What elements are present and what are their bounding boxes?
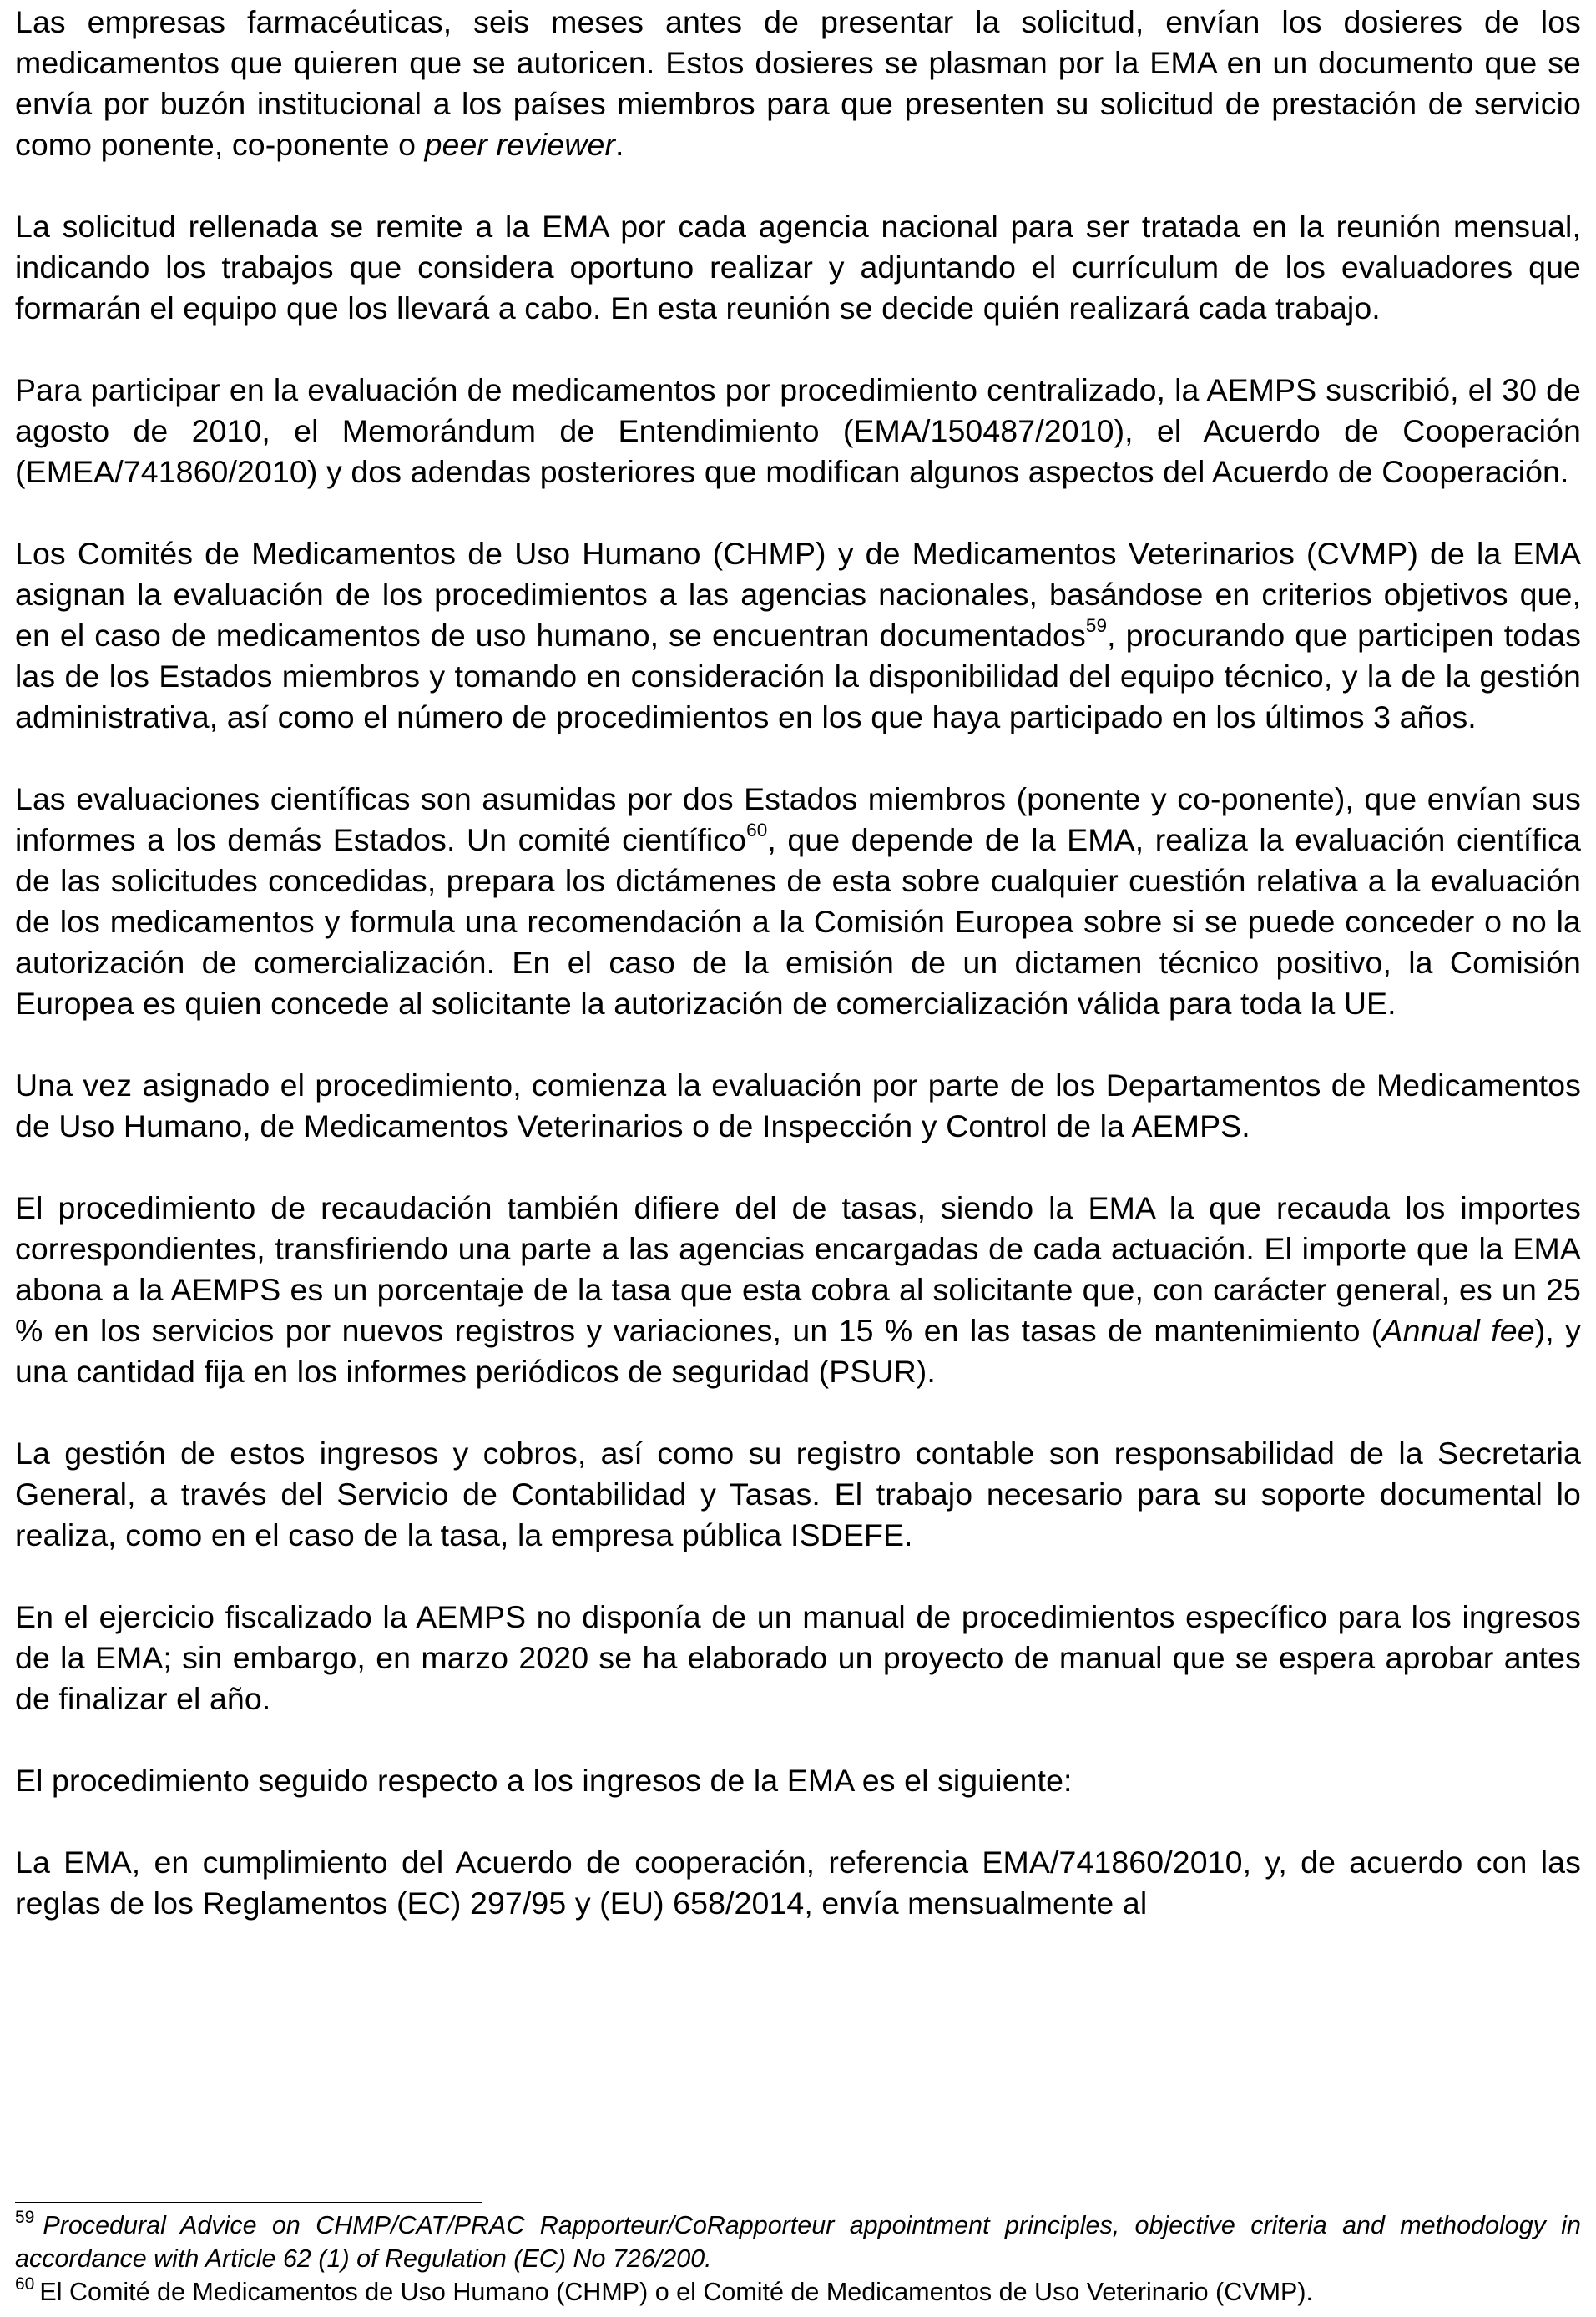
paragraph-manual xyxy=(15,1597,1581,1719)
footnote-59 xyxy=(15,2208,1581,2275)
paragraph-text: Las evaluaciones científicas son asumidas por dos Estados miembros (ponente y co-ponente), que envían sus informes a los demás Estados. Un comité científico xyxy=(15,781,1581,857)
footnote-60 xyxy=(15,2275,1581,2309)
italic-term: Annual fee xyxy=(1381,1313,1535,1348)
footnote-number: 60 xyxy=(15,2274,35,2294)
paragraph-scientific-evaluations xyxy=(15,779,1581,1024)
paragraph-ema-cooperation xyxy=(15,1842,1581,1924)
paragraph-committees xyxy=(15,533,1581,738)
footnote-text: Procedural Advice on CHMP/CAT/PRAC Rapporteur/CoRapporteur appointment principles, objective criteria and methodology in accordance with Article 62 (1) of Regulation (EC) No 726/200. xyxy=(15,2211,1581,2273)
paragraph-text: En el ejercicio fiscalizado la AEMPS no disponía de un manual de procedimientos específico para los ingresos de la EMA; sin embargo, en marzo 2020 se ha elaborado un proyecto de manual que se espera aprobar antes de finalizar el año. xyxy=(15,1599,1581,1716)
paragraph-dossiers xyxy=(15,2,1581,165)
paragraph-text: ), y una cantidad fija en los informes periódicos de seguridad (PSUR). xyxy=(15,1313,1581,1389)
paragraph-assignment xyxy=(15,1065,1581,1147)
italic-term: peer reviewer xyxy=(424,127,616,162)
footnote-reference-59[interactable]: 59 xyxy=(1085,615,1108,637)
footnote-reference-60[interactable]: 60 xyxy=(746,820,768,841)
footnotes xyxy=(15,2208,1581,2309)
paragraph-text: Las empresas farmacéuticas, seis meses antes de presentar la solicitud, envían los dosieres de los medicamentos que quieren que se autoricen. Estos dosieres se plasman por la EMA en un documento que se envía por buzón institucional a los países miembros para que presenten su solicitud de prestación de servicio como ponente, co-ponente o xyxy=(15,4,1581,162)
paragraph-text: . xyxy=(615,127,624,162)
paragraph-text: La gestión de estos ingresos y cobros, así como su registro contable son responsabilidad de la Secretaria General, a través del Servicio de Contabilidad y Tasas. El trabajo necesario para su soporte documental lo realiza, como en el caso de la tasa, la empresa pública ISDEFE. xyxy=(15,1436,1581,1552)
paragraph-text: , que depende de la EMA, realiza la evaluación científica de las solicitudes concedidas, prepara los dictámenes de esta sobre cualquier cuestión relativa a la evaluación de los medicamentos y formula una recomendación a la Comisión Europea sobre si se puede conceder o no la autorización de comercialización. En el caso de la emisión de un dictamen técnico positivo, la Comisión Europea es quien concede al solicitante la autorización de comercialización válida para toda la UE. xyxy=(15,822,1581,1021)
paragraph-text: Una vez asignado el procedimiento, comienza la evaluación por parte de los Departamentos de Medicamentos de Uso Humano, de Medicamentos Veterinarios o de Inspección y Control de la AEMPS. xyxy=(15,1068,1581,1143)
paragraph-text: Para participar en la evaluación de medicamentos por procedimiento centralizado, la AEMPS suscribió, el 30 de agosto de 2010, el Memorándum de Entendimiento (EMA/150487/2010), el Acuerdo de Cooperación (EMEA/741860/2010) y dos adendas posteriores que modifican algunos aspectos del Acuerdo de Cooperación. xyxy=(15,372,1581,489)
body-text xyxy=(15,2,1581,1924)
paragraph-text: La EMA, en cumplimiento del Acuerdo de cooperación, referencia EMA/741860/2010, y, de acuerdo con las reglas de los Reglamentos (EC) 297/95 y (EU) 658/2014, envía mensualmente al xyxy=(15,1845,1581,1921)
paragraph-text: El procedimiento de recaudación también difiere del de tasas, siendo la EMA la que recauda los importes correspondientes, transfiriendo una parte a las agencias encargadas de cada actuación. El importe que la EMA abona a la AEMPS es un porcentaje de la tasa que esta cobra al solicitante que, con carácter general, es un 25 % en los servicios por nuevos registros y variaciones, un 15 % en las tasas de mantenimiento ( xyxy=(15,1190,1581,1348)
paragraph-text: La solicitud rellenada se remite a la EMA por cada agencia nacional para ser tratada en la reunión mensual, indicando los trabajos que considera oportuno realizar y adjuntando el currículum de los evaluadores que formarán el equipo que los llevará a cabo. En esta reunión se decide quién realizará cada trabajo. xyxy=(15,209,1581,326)
footnote-number: 59 xyxy=(15,2208,35,2228)
paragraph-memorandum xyxy=(15,370,1581,492)
paragraph-text: , procurando que participen todas las de los Estados miembros y tomando en consideración la disponibilidad del equipo técnico, y la de la gestión administrativa, así como el número de procedimientos en los que haya participado en los últimos 3 años. xyxy=(15,618,1582,734)
paragraph-text: El procedimiento seguido respecto a los ingresos de la EMA es el siguiente: xyxy=(15,1763,1073,1798)
footnote-separator xyxy=(15,2202,482,2203)
footnote-text: El Comité de Medicamentos de Uso Humano (CHMP) o el Comité de Medicamentos de Uso Veterinario (CVMP). xyxy=(39,2278,1313,2306)
paragraph-text: Los Comités de Medicamentos de Uso Humano (CHMP) y de Medicamentos Veterinarios (CVMP) de la EMA asignan la evaluación de los procedimientos a las agencias nacionales, basándose en criterios objetivos que, en el caso de medicamentos de uso humano, se encuentran documentados xyxy=(15,536,1581,653)
paragraph-management xyxy=(15,1433,1581,1556)
paragraph-request xyxy=(15,206,1581,329)
paragraph-procedure-intro xyxy=(15,1760,1581,1801)
paragraph-collection xyxy=(15,1188,1581,1392)
